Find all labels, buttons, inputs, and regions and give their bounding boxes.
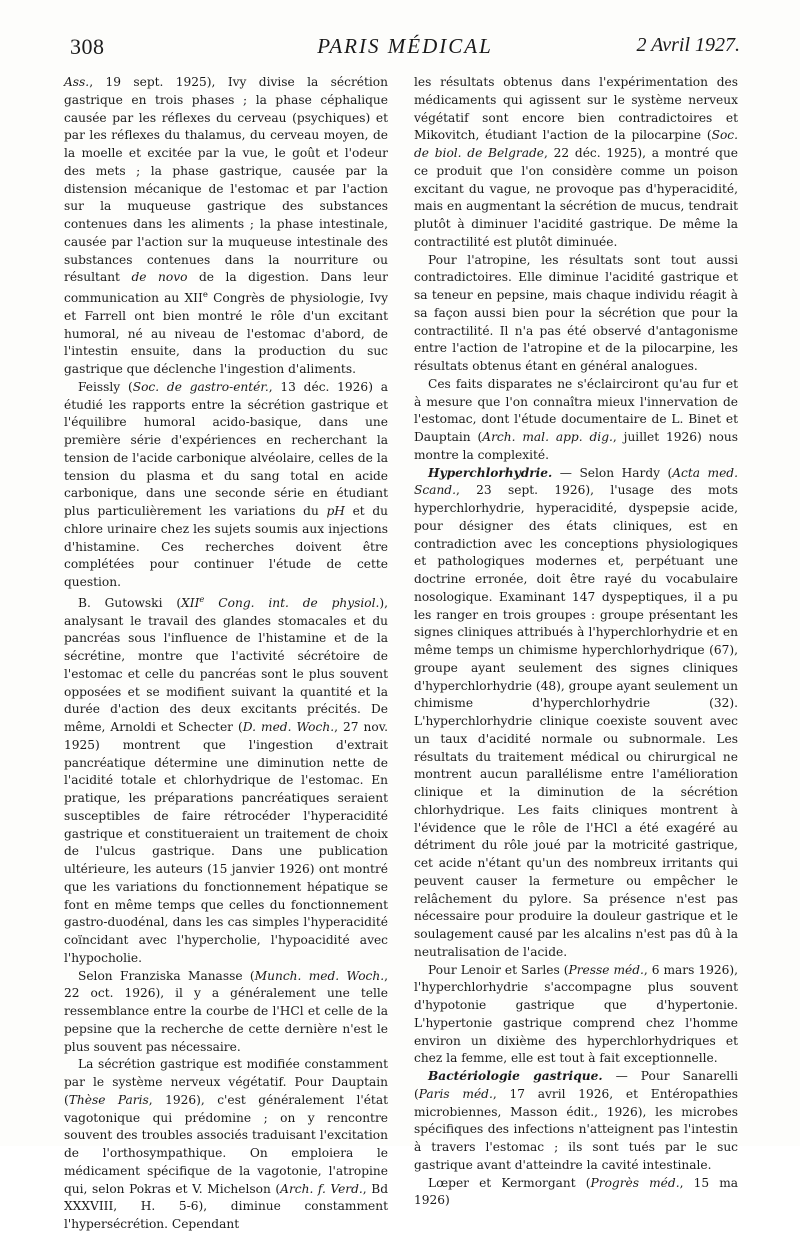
text-run: , 15 ma 1926)	[414, 1175, 739, 1208]
citation-italic: de novo	[131, 270, 188, 285]
paragraph	[414, 74, 738, 252]
text-run: — Pour Sanarelli (	[414, 1069, 738, 1101]
citation-italic: Soc. de biol. de Belgrade	[414, 128, 738, 160]
citation-italic: pH	[326, 504, 345, 519]
text-run: , 17 avril 1926, et Entéropathies microbiennes, Masson édit., 1926), les microbes spécifiques des infections n'atteignent pas l'intestin à travers l'estomac ; ils sont tués par le suc gastrique avant d'atteindre la cavité intestinale.	[414, 1086, 739, 1172]
citation-italic: Acta med. Scand.	[414, 465, 738, 498]
citation-italic: XII	[181, 595, 200, 610]
text-run: B. Gutowski (	[78, 595, 182, 610]
citation-italic: Presse méd.	[568, 962, 644, 977]
text-run: Feissly (	[78, 379, 133, 394]
text-run: ), analysant le travail des glandes stomacales et du pancréas sous l'influence de l'histamine et de la sécrétine, montre que l'activité sécrétoire de l'estomac et celle du pancréas sont le plus souvent opposées et se modifient suivant la quantité et la durée d'action des deux excitants précités. De même, Arnoldi et Schecter (	[64, 595, 389, 735]
text-run: , 22 déc. 1925), a montré que ce produit que l'on considère comme un poison excitant du vague, ne provoque pas d'hyperacidité, mais en augmentant la sécrétion de mucus, tendrait plutôt à diminuer l'acidité gastrique. De même la contractilité est plutôt diminuée.	[414, 146, 739, 249]
text-run: Congrès de physiologie, Ivy et Farrell ont bien montré le rôle d'un excitant humoral, né au niveau de l'estomac d'abord, de l'intestin ensuite, dans la production du suc gastrique que déclenche l'ingestion d'aliments.	[64, 291, 388, 377]
text-run: , 22 oct. 1926), il y a généralement une telle ressemblance entre la courbe de l'HCl et celle de la pepsine que la recherche de cette dernière n'est le plus souvent pas nécessaire.	[64, 968, 388, 1054]
text-run: , 1926), c'est généralement l'état vagotonique qui prédomine ; on y rencontre souvent des troubles associés traduisant l'excitation de l'orthosympathique. On emploiera le médicament spécifique de la vagotonie, l'atropine qui, selon Pokras et V. Michelson (	[64, 1092, 388, 1196]
citation-italic: Soc. de gastro-entér.	[132, 379, 269, 394]
citation-italic: Paris méd.	[418, 1086, 493, 1101]
right-column	[414, 74, 738, 1210]
citation-italic: Ass.	[64, 75, 90, 89]
paragraph	[414, 252, 738, 376]
text-run: et du chlore urinaire chez les sujets soumis aux injections d'histamine. Ces recherches doivent être complétées pour continuer l'étude de cette question.	[64, 504, 389, 590]
text-run: La sécrétion gastrique est modifiée constamment par le système nerveux végétatif. Pour Dauptain (	[64, 1057, 388, 1107]
text-run: Pour l'atropine, les résultats sont tout aussi contradictoires. Elle diminue l'acidité gastrique et sa teneur en pepsine, mais chaque individu réagit à sa façon aussi bien pour la sécrétion que pour la contractilité. Il n'a pas été observé d'antagonisme entre l'action de l'atropine et de la pilocarpine, les résultats obtenus étant en général analogues.	[414, 252, 738, 373]
text-run: , 13 déc. 1926) a étudié les rapports entre la sécrétion gastrique et l'équilibre humoral acido-basique, dans une première série d'expériences en recherchant la tension de l'acide carbonique alvéolaire, celles de la tension du plasma et du sang total en acide carbonique, dans une seconde série en étudiant plus particulièrement les variations du	[64, 379, 388, 519]
text-run: , juillet 1926) nous montre la complexité.	[414, 430, 738, 462]
section-heading: Hyperchlorhydrie.	[428, 465, 553, 480]
paragraph	[414, 962, 738, 1069]
text-run: — Selon Hardy (	[552, 465, 673, 480]
text-run: , 6 mars 1926), l'hyperchlorhydrie s'accompagne plus souvent d'hypotonie gastrique que d'hypertonie. L'hypertonie gastrique comprend chez l'homme environ un dixième des hyperchlorhydriques et chez la femme, elle est tout à fait exceptionnelle.	[414, 962, 739, 1066]
paragraph	[414, 1068, 738, 1175]
text-run: Ces faits disparates ne s'éclairciront qu'au fur et à mesure que l'on connaîtra mieux l'innervation de l'estomac, dont l'étude documentaire de L. Binet et Dauptain (	[414, 376, 738, 444]
text-run: , 19 sept. 1925), Ivy divise la sécrétion gastrique en trois phases ; la phase céphalique causée par les réflexes du cerveau (psychiques) et par les réflexes du thalamus, du cerveau moyen, de la moelle et excitée par la vue, le goût et l'odeur des mets ; la phase gastrique, causée par la distension mécanique de l'estomac et par l'action sur la muqueuse gastrique des substances contenues dans les aliments ; la phase intestinale, causée par l'action sur la muqueuse intestinale des substances contenues dans la nourriture ou résultant	[64, 75, 388, 285]
text-run: Pour Lenoir et Sarles (	[428, 962, 569, 977]
paragraph	[414, 376, 738, 465]
text-run: , 23 sept. 1926), l'usage des mots hyperchlorhydrie, hyperacidité, dyspepsie acide, pour désigner des états cliniques, est en contradiction avec les conceptions physiologiques et pathologiques modernes et, perpétuant une doctrine erronée, doit être rayé du vocabulaire nosologique. Examinant 147 dyspeptiques, il a pu les ranger en trois groupes : groupe présentant les signes cliniques attribués à l'hyperchlorhydrie et en même temps un chimisme hyperchlorhydrique (67), groupe ayant seulement des signes cliniques d'hyperchlorhydrie (48), groupe ayant seulement un chimisme d'hyperchlorhydrie (32). L'hyperchlorhydrie clinique coexiste souvent avec un taux d'acidité normale ou subnormale. Les résultats du traitement médical ou chirurgical ne montrent aucun parallélisme entre l'amélioration clinique et la diminution de la sécrétion chlorhydrique. Les faits cliniques montrent à l'évidence que le rôle de l'HCl a été exagéré au détriment du rôle joué par la motricité gastrique, cet acide n'étant qu'un des nombreux irritants qui peuvent causer la fermeture ou empêcher le relâchement du pylore. Sa présence n'est pas nécessaire pour produire la douleur gastrique et le soulagement causé par les alcalins n'est pas dû à la neutralisation de l'acide.	[414, 483, 738, 959]
text-run: e	[202, 290, 208, 300]
citation-italic: Munch. med. Woch.	[254, 968, 385, 983]
citation-italic: Thèse Paris	[68, 1092, 149, 1107]
paragraph	[64, 968, 388, 1057]
citation-italic: D. med. Woch.	[242, 720, 335, 735]
text-run: Lœper et Kermorgant (	[428, 1175, 591, 1190]
text-run: les résultats obtenus dans l'expérimentation des médicaments qui agissent sur le système nerveux végétatif sont encore bien contradictoires et Mikovitch, étudiant l'action de la pilocarpine (	[414, 75, 738, 143]
page-number: 308	[70, 34, 105, 59]
paragraph	[64, 1056, 388, 1234]
section-heading: Bactériologie gastrique.	[428, 1069, 603, 1083]
paragraph	[64, 379, 388, 592]
text-run: , Bd XXXVIII, H. 5-6), diminue constamment l'hypersécrétion. Cependant	[64, 1181, 388, 1232]
journal-title: PARIS MÉDICAL	[317, 34, 493, 58]
text-run: , 27 nov. 1925) montrent que l'ingestion d'extrait pancréatique détermine une diminution nette de l'acidité totale et chlorhydrique de l'estomac. En pratique, les préparations pancréatiques seraient susceptibles de faire rétrocéder l'hyperacidité gastrique et constitueraient un traitement de choix de l'ulcus gastrique. Dans une publication ultérieure, les auteurs (15 janvier 1926) ont montré que les variations du fonctionnement hépatique se font en même temps que celles du fonctionnement gastro-duodénal, dans les cas simples l'hyperacidité coïncidant avec l'hypercholie, l'hypoacidité avec l'hypocholie.	[64, 720, 388, 965]
citation-italic: Arch. mal. app. dig.	[482, 430, 613, 444]
paragraph	[414, 465, 738, 962]
paragraph	[64, 592, 388, 968]
issue-date: 2 Avril 1927.	[636, 34, 740, 56]
left-column	[64, 74, 388, 1234]
running-header	[70, 34, 740, 64]
paragraph	[414, 1175, 738, 1211]
paragraph	[64, 74, 388, 379]
citation-italic: Progrès méd.	[590, 1175, 680, 1190]
citation-italic: Arch. f. Verd.	[280, 1181, 363, 1196]
citation-italic: e	[199, 594, 205, 605]
citation-italic: Cong. int. de physiol.	[204, 595, 380, 610]
text-run: Selon Franziska Manasse (	[78, 968, 255, 983]
text-run: de la digestion. Dans leur communication au XII	[64, 270, 388, 306]
